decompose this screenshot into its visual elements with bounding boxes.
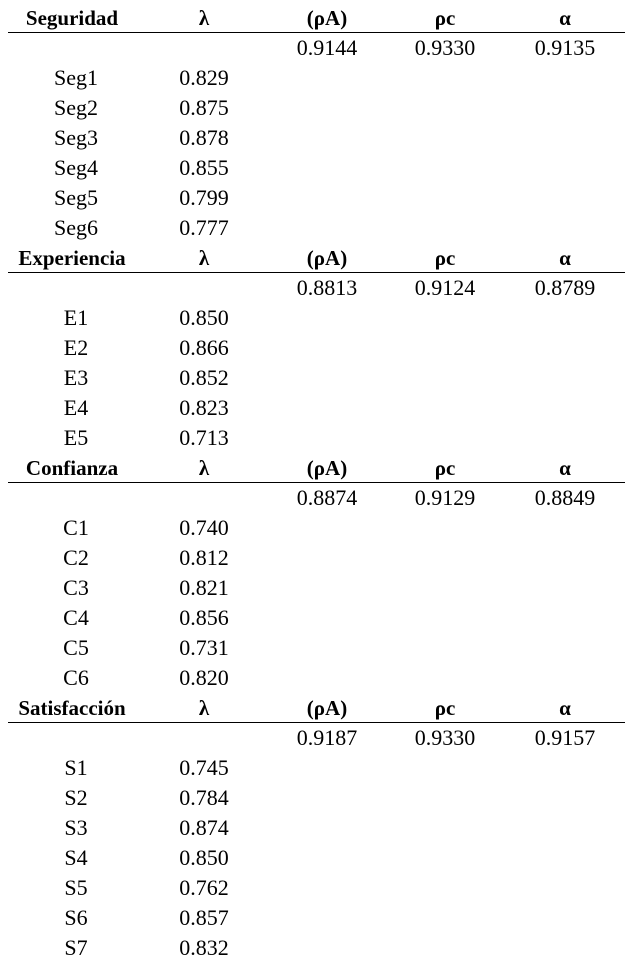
indicator-label: C5	[63, 635, 89, 660]
section-header-row	[0, 693, 640, 723]
section-stats-row	[0, 483, 640, 513]
alpha-value: 0.9157	[534, 725, 596, 750]
table-row	[0, 123, 640, 153]
indicator-label: S3	[64, 815, 88, 840]
table-row	[0, 393, 640, 423]
indicator-label: Seg1	[54, 65, 98, 90]
indicator-label: Seg2	[54, 95, 98, 120]
lambda-value: 0.850	[179, 845, 229, 870]
table-row	[0, 783, 640, 813]
indicator-label: C2	[63, 545, 89, 570]
table-row	[0, 873, 640, 903]
indicator-label: Seg3	[54, 125, 98, 150]
lambda-value: 0.855	[179, 155, 229, 180]
alpha-value: 0.8789	[534, 275, 596, 300]
indicator-label: Seg6	[54, 215, 98, 240]
indicator-label: C4	[63, 605, 89, 630]
section-header-row	[0, 243, 640, 273]
table-row	[0, 423, 640, 453]
lambda-value: 0.820	[179, 665, 229, 690]
indicator-label: S7	[64, 935, 88, 960]
lambda-value: 0.812	[179, 545, 229, 570]
column-header-rho-a: (ρA)	[306, 696, 348, 720]
lambda-value: 0.799	[179, 185, 229, 210]
table-row	[0, 933, 640, 963]
lambda-value: 0.731	[179, 635, 229, 660]
column-header-lambda: λ	[198, 6, 210, 30]
section-name: Satisfacción	[18, 696, 126, 720]
column-header-rho-a: (ρA)	[306, 6, 348, 30]
indicator-label: S6	[64, 905, 88, 930]
table-row	[0, 153, 640, 183]
table-row	[0, 213, 640, 243]
table-section	[0, 243, 640, 453]
table-row	[0, 603, 640, 633]
lambda-value: 0.856	[179, 605, 229, 630]
alpha-value: 0.8849	[534, 485, 596, 510]
column-header-rho-c: ρc	[434, 246, 456, 270]
lambda-value: 0.874	[179, 815, 229, 840]
indicator-label: E3	[63, 365, 89, 390]
table-row	[0, 543, 640, 573]
indicator-label: C3	[63, 575, 89, 600]
alpha-value: 0.9135	[534, 35, 596, 60]
column-header-rho-a: (ρA)	[306, 246, 348, 270]
rho-a-value: 0.9144	[296, 35, 358, 60]
lambda-value: 0.866	[179, 335, 229, 360]
section-stats-row	[0, 33, 640, 63]
rho-c-value: 0.9330	[414, 725, 476, 750]
lambda-value: 0.832	[179, 935, 229, 960]
table-row	[0, 333, 640, 363]
section-stats-row	[0, 723, 640, 753]
indicator-label: S2	[64, 785, 88, 810]
table-row	[0, 363, 640, 393]
indicator-label: C1	[63, 515, 89, 540]
table-row	[0, 813, 640, 843]
column-header-alpha: α	[559, 246, 571, 270]
table-row	[0, 843, 640, 873]
column-header-alpha: α	[559, 456, 571, 480]
table-row	[0, 183, 640, 213]
lambda-value: 0.762	[179, 875, 229, 900]
rho-c-value: 0.9330	[414, 35, 476, 60]
indicator-label: E4	[63, 395, 89, 420]
reliability-table	[0, 3, 640, 963]
rho-a-value: 0.9187	[296, 725, 358, 750]
lambda-value: 0.745	[179, 755, 229, 780]
table-row	[0, 513, 640, 543]
indicator-label: E1	[63, 305, 89, 330]
lambda-value: 0.821	[179, 575, 229, 600]
column-header-rho-c: ρc	[434, 456, 456, 480]
table-section	[0, 453, 640, 693]
column-header-rho-a: (ρA)	[306, 456, 348, 480]
indicator-label: C6	[63, 665, 89, 690]
column-header-rho-c: ρc	[434, 696, 456, 720]
section-name: Confianza	[25, 456, 119, 480]
lambda-value: 0.857	[179, 905, 229, 930]
table-body	[0, 3, 640, 963]
table-section	[0, 3, 640, 243]
section-name: Seguridad	[25, 6, 119, 30]
table-section	[0, 693, 640, 963]
rho-c-value: 0.9124	[414, 275, 476, 300]
table-row	[0, 753, 640, 783]
lambda-value: 0.713	[179, 425, 229, 450]
lambda-value: 0.850	[179, 305, 229, 330]
table-row	[0, 303, 640, 333]
column-header-alpha: α	[559, 6, 571, 30]
table-row	[0, 63, 640, 93]
rho-a-value: 0.8813	[296, 275, 358, 300]
table-row	[0, 633, 640, 663]
indicator-label: S1	[64, 755, 88, 780]
indicator-label: E5	[63, 425, 89, 450]
column-header-lambda: λ	[198, 696, 210, 720]
lambda-value: 0.875	[179, 95, 229, 120]
indicator-label: S5	[64, 875, 88, 900]
table-row	[0, 663, 640, 693]
lambda-value: 0.823	[179, 395, 229, 420]
table-row	[0, 93, 640, 123]
rho-a-value: 0.8874	[296, 485, 358, 510]
table-row	[0, 903, 640, 933]
lambda-value: 0.784	[179, 785, 229, 810]
column-header-lambda: λ	[198, 246, 210, 270]
lambda-value: 0.852	[179, 365, 229, 390]
indicator-label: Seg4	[54, 155, 98, 180]
column-header-rho-c: ρc	[434, 6, 456, 30]
section-stats-row	[0, 273, 640, 303]
section-name: Experiencia	[18, 246, 126, 270]
rho-c-value: 0.9129	[414, 485, 476, 510]
column-header-lambda: λ	[198, 456, 210, 480]
section-header-row	[0, 3, 640, 33]
column-header-alpha: α	[559, 696, 571, 720]
lambda-value: 0.777	[179, 215, 229, 240]
table-row	[0, 573, 640, 603]
indicator-label: Seg5	[54, 185, 98, 210]
lambda-value: 0.829	[179, 65, 229, 90]
lambda-value: 0.878	[179, 125, 229, 150]
indicator-label: S4	[64, 845, 88, 870]
lambda-value: 0.740	[179, 515, 229, 540]
section-header-row	[0, 453, 640, 483]
indicator-label: E2	[63, 335, 89, 360]
